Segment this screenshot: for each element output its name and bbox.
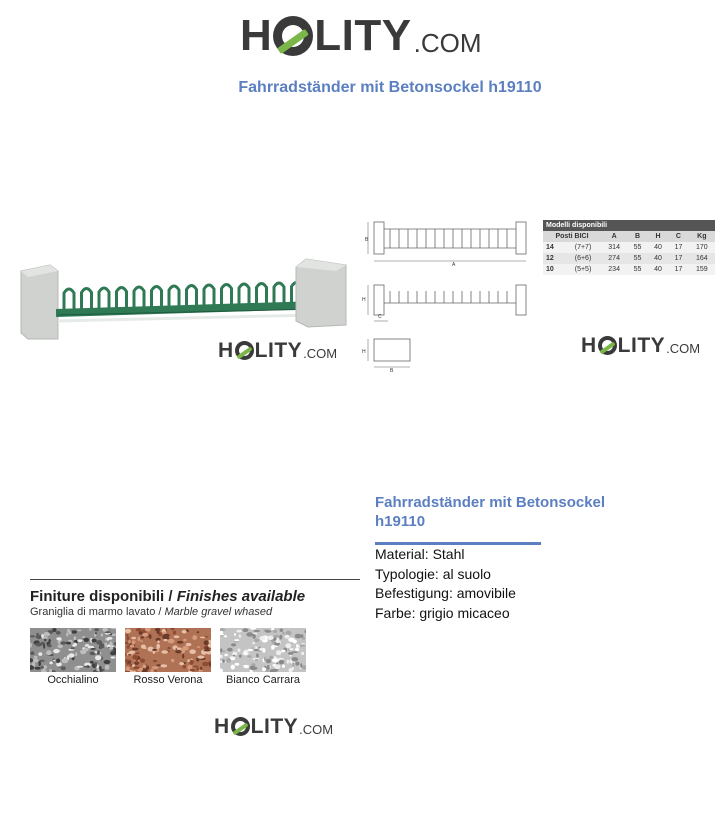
technical-drawing — [362, 215, 540, 375]
gravel-speck — [84, 666, 89, 668]
table-cell: 164 — [689, 253, 715, 264]
end-view — [368, 339, 410, 367]
gravel-speck — [285, 635, 290, 639]
gravel-speck — [56, 637, 61, 640]
table-cell: 55 — [627, 253, 647, 264]
gravel-speck — [296, 644, 298, 648]
gravel-speck — [71, 647, 75, 649]
dim-b-label-2: B — [390, 368, 394, 374]
gravel-speck — [271, 640, 274, 643]
gravel-speck — [279, 660, 284, 665]
models-table — [543, 220, 715, 275]
gravel-speck — [174, 635, 180, 638]
logo-letter-h: H — [218, 339, 234, 362]
gravel-speck — [272, 659, 279, 663]
gravel-speck — [49, 639, 51, 643]
gravel-speck — [34, 656, 38, 658]
gravel-speck — [175, 650, 181, 653]
gravel-speck — [168, 639, 175, 644]
holity-logo-small[interactable] — [214, 716, 333, 737]
gravel-speck — [132, 648, 139, 651]
swatch-label: Bianco Carrara — [226, 674, 300, 686]
gravel-speck — [35, 635, 40, 638]
gravel-speck — [77, 666, 84, 668]
top-view — [368, 222, 526, 261]
gravel-speck — [46, 650, 51, 655]
gravel-speck — [35, 643, 42, 647]
dim-h-label: H — [362, 297, 366, 303]
gravel-speck — [281, 650, 285, 653]
holity-logo-small[interactable] — [218, 340, 337, 361]
gravel-speck — [62, 658, 69, 663]
gravel-speck — [95, 632, 97, 634]
gravel-speck — [52, 628, 56, 632]
gravel-speck — [224, 635, 227, 637]
gravel-speck — [163, 639, 167, 641]
logo-letter-h: H — [240, 11, 273, 60]
logo-o-icon — [231, 717, 250, 736]
gravel-speck — [140, 659, 145, 663]
gravel-speck — [152, 649, 157, 651]
table-cell: 159 — [689, 264, 715, 275]
gravel-speck — [267, 636, 274, 640]
gravel-speck — [247, 655, 251, 657]
gravel-speck — [30, 651, 34, 655]
gravel-speck — [126, 634, 129, 636]
dim-a-label: A — [452, 262, 456, 268]
gravel-speck — [40, 660, 45, 662]
gravel-speck — [269, 656, 272, 660]
table-cell: 12 — [543, 253, 565, 264]
gravel-speck — [276, 641, 279, 643]
holity-logo[interactable] — [240, 11, 482, 60]
gravel-speck — [292, 662, 294, 667]
col-header: Posti BICI — [543, 231, 601, 242]
swatch-rosso-verona — [125, 628, 211, 672]
gravel-speck — [179, 662, 184, 665]
gravel-speck — [95, 655, 101, 660]
gravel-speck — [136, 628, 142, 632]
col-header: A — [601, 231, 627, 242]
gravel-speck — [282, 632, 285, 635]
gravel-speck — [239, 635, 241, 638]
gravel-speck — [125, 629, 131, 634]
gravel-speck — [38, 661, 41, 666]
finishes-title-en: Finishes available — [176, 588, 306, 605]
gravel-speck — [67, 629, 70, 634]
gravel-speck — [104, 660, 111, 664]
gravel-speck — [47, 644, 52, 647]
finishes-subtitle — [30, 606, 272, 618]
gravel-speck — [75, 652, 77, 656]
gravel-speck — [248, 649, 254, 651]
logo-domain: .COM — [303, 346, 338, 361]
gravel-speck — [112, 634, 116, 636]
gravel-speck — [56, 659, 60, 664]
gravel-speck — [97, 650, 100, 655]
gravel-speck — [244, 652, 247, 655]
gravel-speck — [262, 667, 266, 671]
gravel-speck — [129, 664, 132, 667]
gravel-speck — [200, 637, 206, 639]
col-header: B — [627, 231, 647, 242]
table-cell: 170 — [689, 242, 715, 253]
table-cell: 17 — [668, 264, 688, 275]
gravel-speck — [110, 642, 113, 646]
table-cell: 234 — [601, 264, 627, 275]
gravel-speck — [56, 631, 61, 635]
gravel-speck — [291, 657, 298, 662]
logo-word: LITY — [250, 715, 299, 738]
gravel-speck — [142, 633, 148, 637]
gravel-speck — [246, 632, 253, 636]
gravel-speck — [143, 647, 146, 649]
gravel-speck — [231, 665, 235, 670]
table-caption: Modelli disponibili — [543, 220, 715, 231]
finishes-sub-it: Graniglia di marmo lavato — [30, 606, 156, 618]
gravel-speck — [57, 644, 63, 648]
gravel-speck — [80, 650, 86, 655]
gravel-speck — [256, 653, 259, 657]
gravel-speck — [129, 651, 136, 654]
gravel-speck — [101, 633, 103, 636]
gravel-speck — [235, 663, 240, 666]
gravel-speck — [231, 643, 236, 646]
logo-word: LITY — [617, 334, 666, 357]
gravel-speck — [107, 639, 109, 641]
gravel-speck — [187, 659, 190, 662]
gravel-speck — [302, 637, 305, 640]
logo-letter-h: H — [581, 334, 597, 357]
gravel-speck — [41, 666, 44, 669]
gravel-speck — [192, 635, 197, 640]
gravel-speck — [254, 649, 259, 651]
gravel-speck — [49, 662, 53, 665]
gravel-speck — [286, 643, 292, 648]
gravel-speck — [132, 642, 135, 645]
gravel-speck — [153, 660, 157, 662]
gravel-speck — [243, 628, 249, 632]
finishes-title-it: Finiture disponibili — [30, 588, 165, 605]
gravel-speck — [141, 636, 145, 638]
logo-word: LITY — [314, 11, 412, 60]
gravel-speck — [234, 633, 236, 636]
gravel-speck — [287, 660, 290, 664]
table-cell: 274 — [601, 253, 627, 264]
finishes-title-sep: / — [164, 588, 177, 605]
gravel-speck — [209, 640, 212, 643]
swatch-label: Occhialino — [47, 674, 99, 686]
concrete-block-right — [296, 259, 346, 327]
gravel-speck — [233, 655, 235, 657]
table-cell: (6+6) — [565, 253, 601, 264]
gravel-speck — [104, 642, 107, 647]
side-view — [368, 285, 526, 321]
gravel-speck — [279, 635, 282, 640]
finishes-sub-en: Marble gravel whased — [164, 606, 273, 618]
gravel-speck — [186, 643, 192, 646]
gravel-speck — [226, 658, 231, 663]
gravel-speck — [177, 641, 184, 644]
dim-c-label: C — [378, 314, 382, 320]
gravel-speck — [53, 660, 55, 662]
table-cell: 40 — [648, 264, 668, 275]
finishes-sub-sep: / — [155, 606, 165, 618]
spec-item: Material: Stahl — [375, 546, 465, 562]
gravel-speck — [53, 649, 59, 653]
table-cell: 314 — [601, 242, 627, 253]
gravel-speck — [197, 656, 204, 659]
logo-domain: .COM — [413, 28, 482, 58]
concrete-block-left — [21, 265, 58, 339]
gravel-speck — [280, 629, 284, 632]
finishes-divider — [30, 579, 360, 580]
gravel-speck — [273, 630, 277, 633]
gravel-speck — [220, 648, 222, 652]
gravel-speck — [68, 653, 74, 657]
gravel-speck — [167, 647, 170, 649]
gravel-speck — [105, 631, 111, 633]
gravel-speck — [162, 632, 167, 634]
product-specs — [375, 545, 516, 623]
gravel-speck — [189, 649, 196, 654]
product-title-line: h19110 — [375, 513, 426, 530]
gravel-speck — [291, 651, 298, 653]
gravel-speck — [92, 639, 97, 643]
gravel-speck — [205, 647, 209, 650]
table-cell: 14 — [543, 242, 565, 253]
gravel-speck — [182, 630, 187, 634]
dim-h-label-2: H — [362, 349, 366, 355]
gravel-speck — [160, 664, 167, 667]
table-row — [543, 242, 715, 253]
gravel-speck — [183, 665, 187, 668]
gravel-speck — [66, 633, 68, 637]
gravel-speck — [152, 666, 159, 669]
logo-letter-h: H — [214, 715, 230, 738]
gravel-speck — [259, 636, 265, 640]
gravel-speck — [138, 637, 141, 642]
gravel-speck — [154, 670, 157, 672]
col-header: H — [648, 231, 668, 242]
gravel-speck — [223, 651, 226, 653]
gravel-speck — [243, 665, 249, 667]
product-image — [18, 255, 350, 345]
gravel-speck — [38, 652, 42, 656]
gravel-speck — [126, 667, 130, 671]
gravel-speck — [99, 643, 104, 648]
table-cell: 17 — [668, 242, 688, 253]
gravel-speck — [82, 636, 86, 638]
gravel-speck — [90, 661, 93, 664]
gravel-speck — [177, 648, 182, 650]
spec-item: Typologie: al suolo — [375, 565, 491, 582]
gravel-speck — [163, 634, 170, 638]
gravel-speck — [255, 659, 259, 661]
table-row — [543, 264, 715, 275]
col-header: C — [668, 231, 688, 242]
swatch-bianco-carrara — [220, 628, 306, 672]
gravel-speck — [99, 666, 102, 671]
gravel-speck — [295, 634, 302, 639]
logo-o-icon — [235, 341, 254, 360]
gravel-speck — [251, 647, 253, 649]
gravel-speck — [253, 630, 260, 632]
table-cell: 10 — [543, 264, 565, 275]
gravel-speck — [204, 649, 211, 651]
gravel-speck — [301, 652, 304, 655]
gravel-speck — [156, 644, 160, 649]
gravel-speck — [66, 642, 72, 645]
gravel-speck — [156, 664, 161, 666]
gravel-speck — [131, 637, 136, 640]
gravel-speck — [90, 648, 96, 650]
gravel-speck — [239, 655, 242, 658]
gravel-speck — [111, 656, 116, 658]
gravel-speck — [267, 665, 270, 670]
gravel-speck — [197, 646, 201, 648]
gravel-speck — [193, 666, 199, 668]
gravel-speck — [95, 662, 97, 667]
table-row — [543, 253, 715, 264]
gravel-speck — [61, 666, 66, 670]
holity-logo-small[interactable] — [581, 335, 700, 356]
table-cell: 40 — [648, 253, 668, 264]
table-cell: 55 — [627, 242, 647, 253]
gravel-speck — [109, 647, 113, 650]
gravel-speck — [252, 642, 255, 644]
gravel-speck — [250, 666, 256, 671]
gravel-speck — [236, 630, 242, 633]
gravel-speck — [238, 649, 241, 652]
gravel-speck — [224, 654, 228, 656]
gravel-speck — [295, 662, 299, 666]
product-title — [375, 493, 635, 531]
spec-item: Farbe: grigio micaceo — [375, 604, 510, 621]
logo-o-icon — [598, 336, 617, 355]
gravel-speck — [127, 645, 130, 649]
swatch-occhialino — [30, 628, 116, 672]
gravel-speck — [173, 631, 176, 635]
gravel-speck — [202, 662, 209, 666]
gravel-speck — [30, 635, 35, 637]
gravel-speck — [128, 654, 132, 656]
page-title: Fahrradständer mit Betonsockel h19110 — [238, 79, 542, 96]
gravel-speck — [197, 631, 199, 633]
gravel-speck — [83, 638, 89, 642]
gravel-speck — [227, 648, 233, 652]
gravel-speck — [73, 643, 77, 647]
gravel-speck — [182, 654, 184, 659]
logo-domain: .COM — [666, 341, 701, 356]
logo-word: LITY — [254, 339, 303, 362]
gravel-speck — [264, 657, 266, 662]
table-cell: 55 — [627, 264, 647, 275]
finishes-title — [30, 588, 305, 605]
gravel-speck — [132, 655, 138, 660]
gravel-speck — [130, 645, 134, 648]
gravel-speck — [157, 640, 159, 643]
gravel-speck — [288, 638, 295, 642]
gravel-speck — [171, 659, 174, 663]
gravel-speck — [300, 663, 302, 668]
gravel-speck — [133, 666, 140, 669]
gravel-speck — [94, 628, 98, 631]
swatch-label: Rosso Verona — [133, 674, 203, 686]
gravel-speck — [282, 665, 285, 668]
gravel-speck — [276, 650, 281, 655]
table-cell: (5+5) — [565, 264, 601, 275]
gravel-speck — [140, 640, 143, 642]
gravel-speck — [43, 644, 45, 649]
gravel-speck — [289, 648, 294, 650]
gravel-speck — [254, 639, 259, 643]
gravel-speck — [71, 630, 77, 634]
gravel-speck — [77, 639, 82, 642]
gravel-speck — [128, 640, 131, 644]
product-title-line: Fahrradständer mit Betonsockel — [375, 494, 606, 511]
logo-domain: .COM — [299, 722, 334, 737]
col-header: Kg — [689, 231, 715, 242]
gravel-speck — [105, 665, 107, 670]
gravel-speck — [252, 634, 256, 639]
gravel-speck — [142, 664, 146, 668]
gravel-speck — [43, 632, 50, 636]
gravel-speck — [265, 630, 272, 633]
gravel-speck — [301, 644, 305, 646]
gravel-speck — [263, 648, 266, 653]
gravel-speck — [135, 652, 140, 654]
gravel-speck — [60, 641, 66, 644]
gravel-speck — [274, 664, 280, 669]
dim-b-label: B — [365, 237, 369, 243]
gravel-speck — [96, 668, 99, 671]
gravel-speck — [183, 639, 187, 642]
table-cell: 17 — [668, 253, 688, 264]
table-cell: 40 — [648, 242, 668, 253]
gravel-speck — [286, 631, 292, 636]
gravel-speck — [161, 650, 168, 653]
gravel-speck — [198, 670, 203, 672]
table-cell: (7+7) — [565, 242, 601, 253]
gravel-speck — [295, 648, 300, 651]
gravel-speck — [149, 634, 151, 639]
gravel-speck — [35, 667, 41, 670]
gravel-speck — [274, 635, 279, 638]
gravel-speck — [234, 639, 239, 641]
gravel-speck — [190, 669, 196, 672]
gravel-speck — [222, 659, 225, 663]
logo-o-icon — [273, 16, 313, 56]
gravel-speck — [77, 630, 81, 632]
spec-item: Befestigung: amovibile — [375, 585, 516, 601]
